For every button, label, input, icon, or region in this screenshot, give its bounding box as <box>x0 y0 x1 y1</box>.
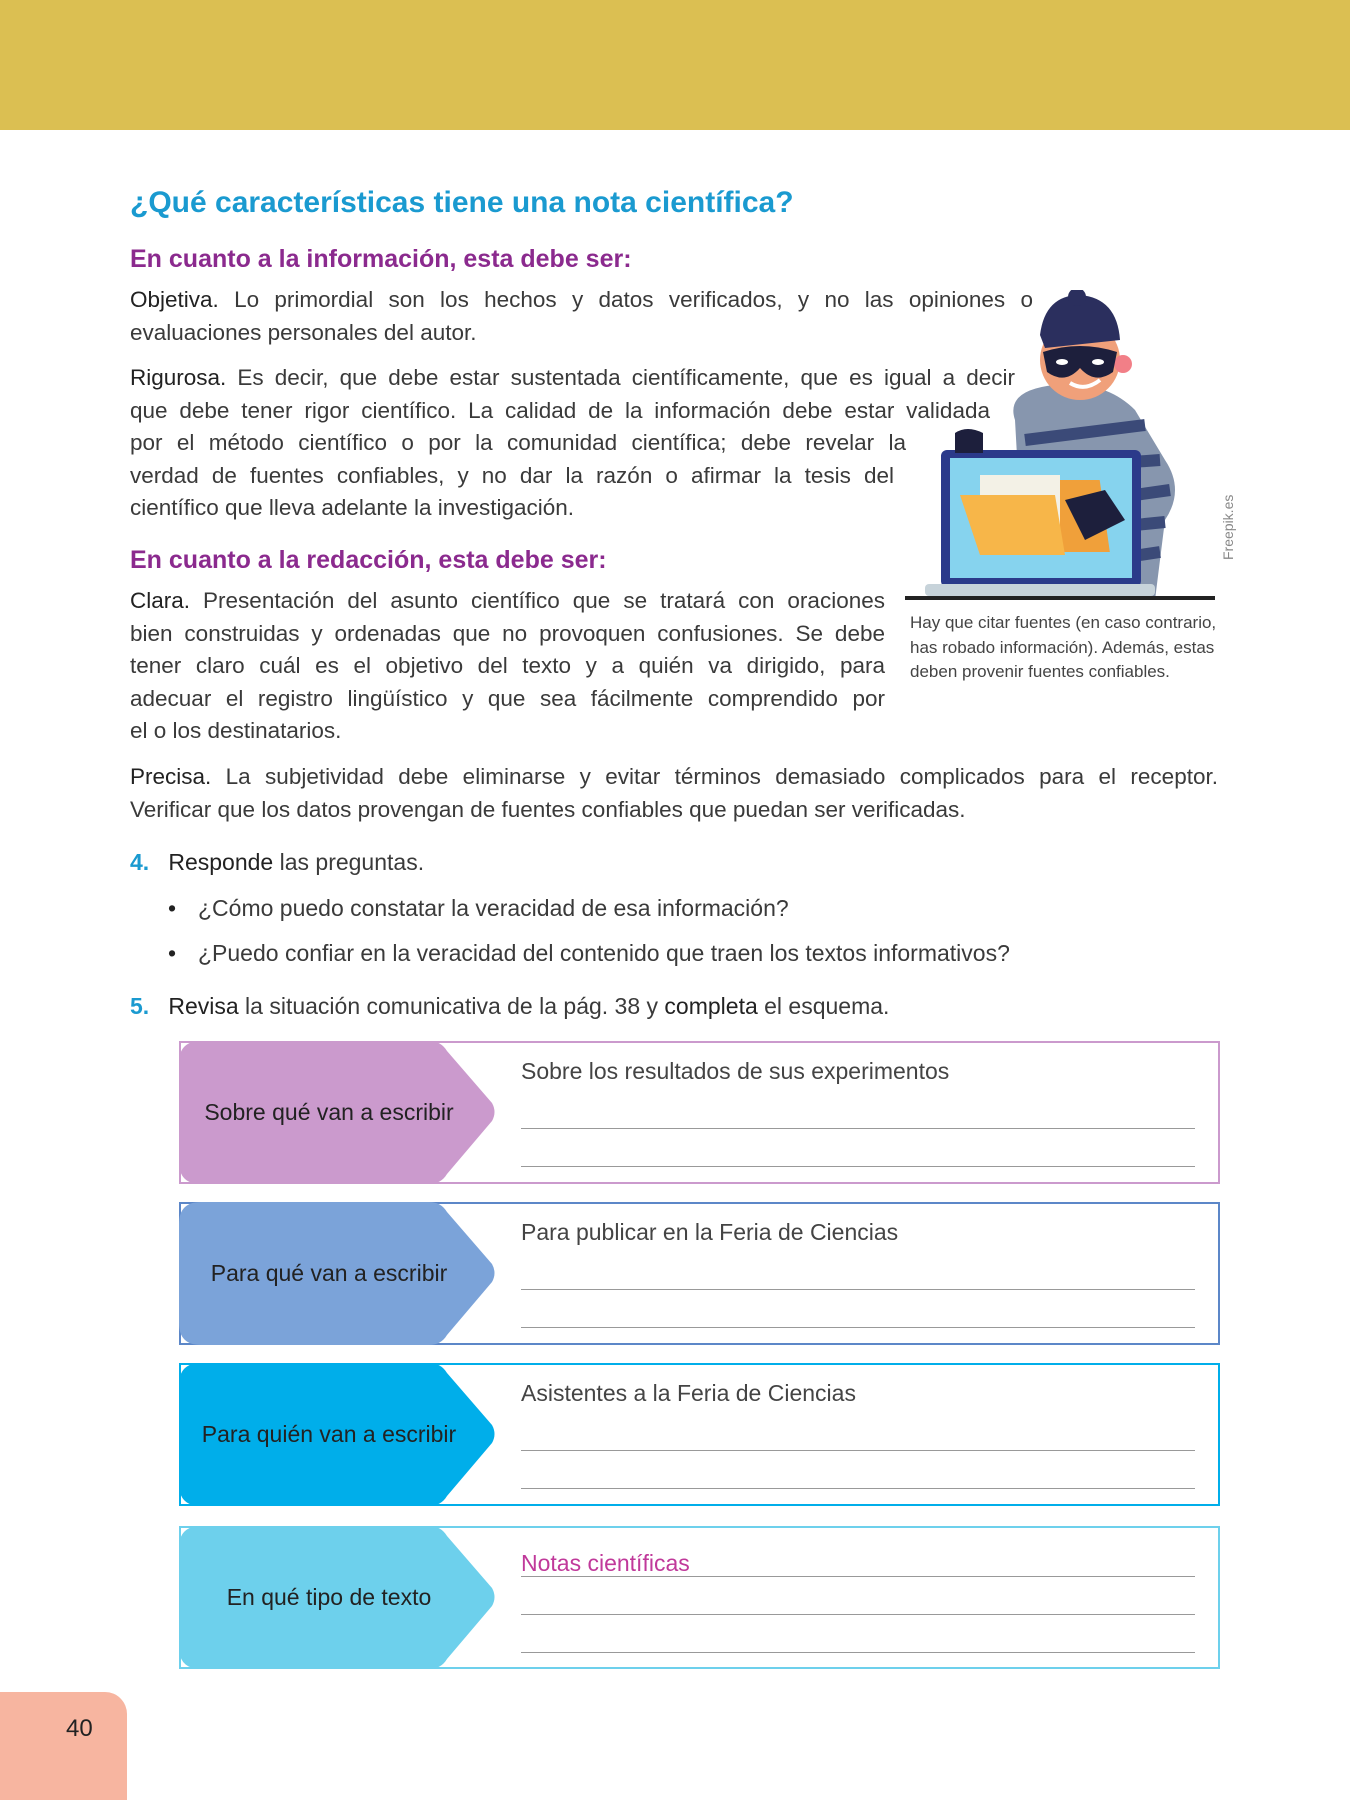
answer-line[interactable] <box>521 1450 1195 1451</box>
section-heading-redaccion: En cuanto a la redacción, esta debe ser: <box>130 546 607 574</box>
schema-answer[interactable]: Para publicar en la Feria de Ciencias <box>521 1219 899 1245</box>
schema-label: Para qué van a escribir <box>210 1260 448 1286</box>
schema-label-tag <box>179 1202 497 1345</box>
schema-label-tag <box>179 1363 497 1506</box>
schema-label: Sobre qué van a escribir <box>204 1099 454 1125</box>
paragraph-clara: Clara. Presentación del asunto científico que se tratará con oraciones bien construidas y ordenadas que no provoquen confusiones. Se debe tener claro cuál es el objetivo del texto y a quién va dirigido, para adecuar el registro lingüístico y que sea fácilmente comprendido por el o los destinatarios. <box>130 588 885 743</box>
image-credit: Freepik.es <box>1220 494 1236 560</box>
paragraph-rigurosa: Rigurosa. Es decir, que debe estar sustentada científicamente, que es igual a decir que debe tener rigor científico. La calidad de la información debe estar validada por el método científico o por la comunidad científica; debe revelar la verdad de fuentes confiables, y no dar la razón o afirmar la tesis del científico que lleva adelante la investigación. <box>130 365 1015 520</box>
activity-4-instruction: 4. Responde las preguntas. <box>130 849 425 875</box>
section-heading-info: En cuanto a la información, esta debe ser: <box>130 245 632 273</box>
paragraph-objetiva: Objetiva. Lo primordial son los hechos y datos verificados, y no las opiniones o evaluaciones personales del autor. <box>130 287 1033 345</box>
thief-laptop-illustration <box>905 290 1225 607</box>
answer-line[interactable] <box>521 1576 1195 1577</box>
schema-label-tag <box>179 1041 497 1184</box>
schema-answer[interactable]: Notas científicas <box>521 1550 690 1576</box>
answer-line[interactable] <box>521 1166 1195 1167</box>
schema-row <box>179 1202 1220 1345</box>
activity-5-instruction: 5. Revisa la situación comunicativa de la pág. 38 y completa el esquema. <box>130 993 890 1019</box>
paragraph-precisa: Precisa. La subjetividad debe eliminarse y evitar términos demasiado complicados para el receptor. Verificar que los datos provengan de fuentes confiables que puedan ser verificadas. <box>130 764 1218 822</box>
answer-line[interactable] <box>521 1614 1195 1615</box>
schema-label-tag <box>179 1526 497 1669</box>
schema-label: Para quién van a escribir <box>201 1421 457 1447</box>
page-number: 40 <box>66 1715 93 1742</box>
answer-line[interactable] <box>521 1652 1195 1653</box>
schema-row <box>179 1526 1220 1669</box>
schema-answer[interactable]: Sobre los resultados de sus experimentos <box>521 1058 950 1084</box>
schema-row <box>179 1363 1220 1506</box>
header-band <box>0 0 1350 130</box>
question-item: • ¿Puedo confiar en la veracidad del contenido que traen los textos informativos? <box>168 940 1010 966</box>
page-number-tab <box>0 1692 127 1800</box>
answer-line[interactable] <box>521 1289 1195 1290</box>
answer-line[interactable] <box>521 1488 1195 1489</box>
answer-line[interactable] <box>521 1128 1195 1129</box>
schema-row <box>179 1041 1220 1184</box>
schema-label: En qué tipo de texto <box>226 1584 432 1610</box>
question-item: • ¿Cómo puedo constatar la veracidad de esa información? <box>168 895 789 921</box>
image-caption: Hay que citar fuentes (en caso contrario, has robado información). Además, estas deben provenir fuentes confiables. <box>910 613 1217 681</box>
answer-line[interactable] <box>521 1327 1195 1328</box>
schema-answer[interactable]: Asistentes a la Feria de Ciencias <box>521 1380 856 1406</box>
page-title: ¿Qué características tiene una nota científica? <box>130 186 794 219</box>
